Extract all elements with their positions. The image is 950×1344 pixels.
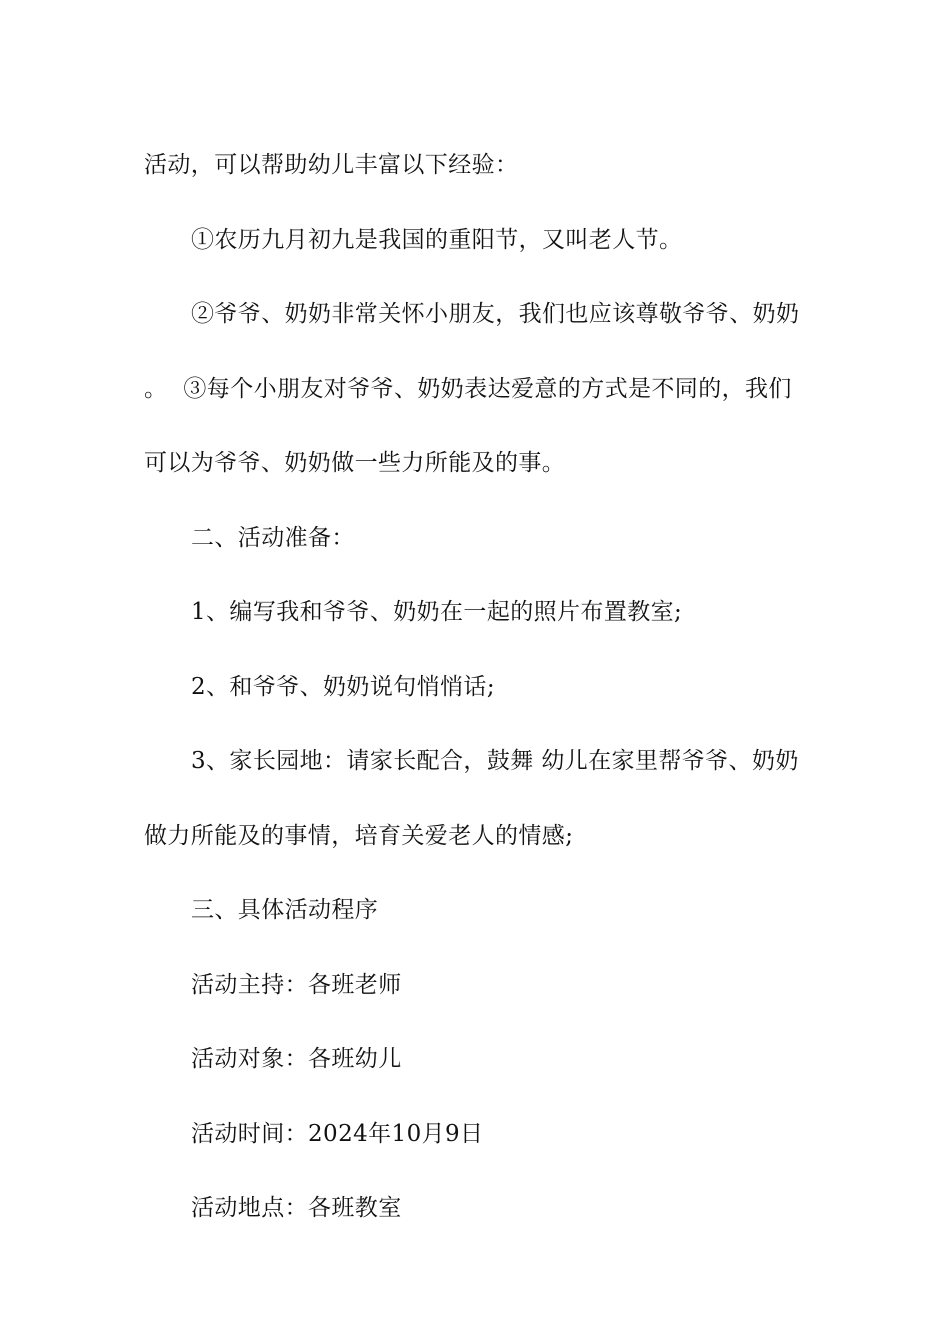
paragraph-audience <box>144 1022 809 1097</box>
paragraph-prep-3 <box>144 724 809 873</box>
document-body <box>144 128 809 1246</box>
paragraph-prep-1-text: 1、编写我和爷爷、奶奶在一起的照片布置教室; <box>191 599 683 625</box>
paragraph-host-text: 活动主持：各班老师 <box>191 971 402 998</box>
paragraph-time <box>144 1097 809 1172</box>
paragraph-experience-1 <box>144 203 809 278</box>
paragraph-time-text: 活动时间：2024年10月9日 <box>191 1120 484 1147</box>
paragraph-prep-2-text: 2、和爷爷、奶奶说句悄悄话; <box>191 673 495 700</box>
paragraph-intro-text: 活动，可以帮助幼儿丰富以下经验： <box>144 152 519 178</box>
paragraph-experience-1-text: ①农历九月初九是我国的重阳节，又叫老人节。 <box>191 226 683 253</box>
paragraph-location <box>144 1171 809 1246</box>
paragraph-prep-1 <box>144 575 809 650</box>
paragraph-experience-2-3 <box>144 277 809 501</box>
heading-preparation <box>144 501 809 576</box>
heading-procedure <box>144 873 809 948</box>
paragraph-experience-2-text: ②爷爷、奶奶非常关怀小朋友，我们也应该尊敬爷爷、奶奶。 <box>144 301 800 402</box>
paragraph-host <box>144 948 809 1023</box>
paragraph-prep-3-text: 3、家长园地：请家长配合，鼓舞 幼儿在家里帮爷爷、奶奶做力所能及的事情，培育关爱老人的情感; <box>144 748 799 849</box>
paragraph-audience-text: 活动对象：各班幼儿 <box>191 1046 402 1072</box>
paragraph-intro <box>144 128 809 203</box>
paragraph-experience-3-text: ③每个小朋友对爷爷、奶奶表达爱意的方式是不同的，我们可以为爷爷、奶奶做一些力所能及的事。 <box>144 375 792 476</box>
paragraph-location-text: 活动地点：各班教室 <box>191 1195 402 1221</box>
heading-preparation-text: 二、活动准备： <box>191 524 355 551</box>
heading-procedure-text: 三、具体活动程序 <box>191 897 379 923</box>
paragraph-prep-2 <box>144 650 809 725</box>
